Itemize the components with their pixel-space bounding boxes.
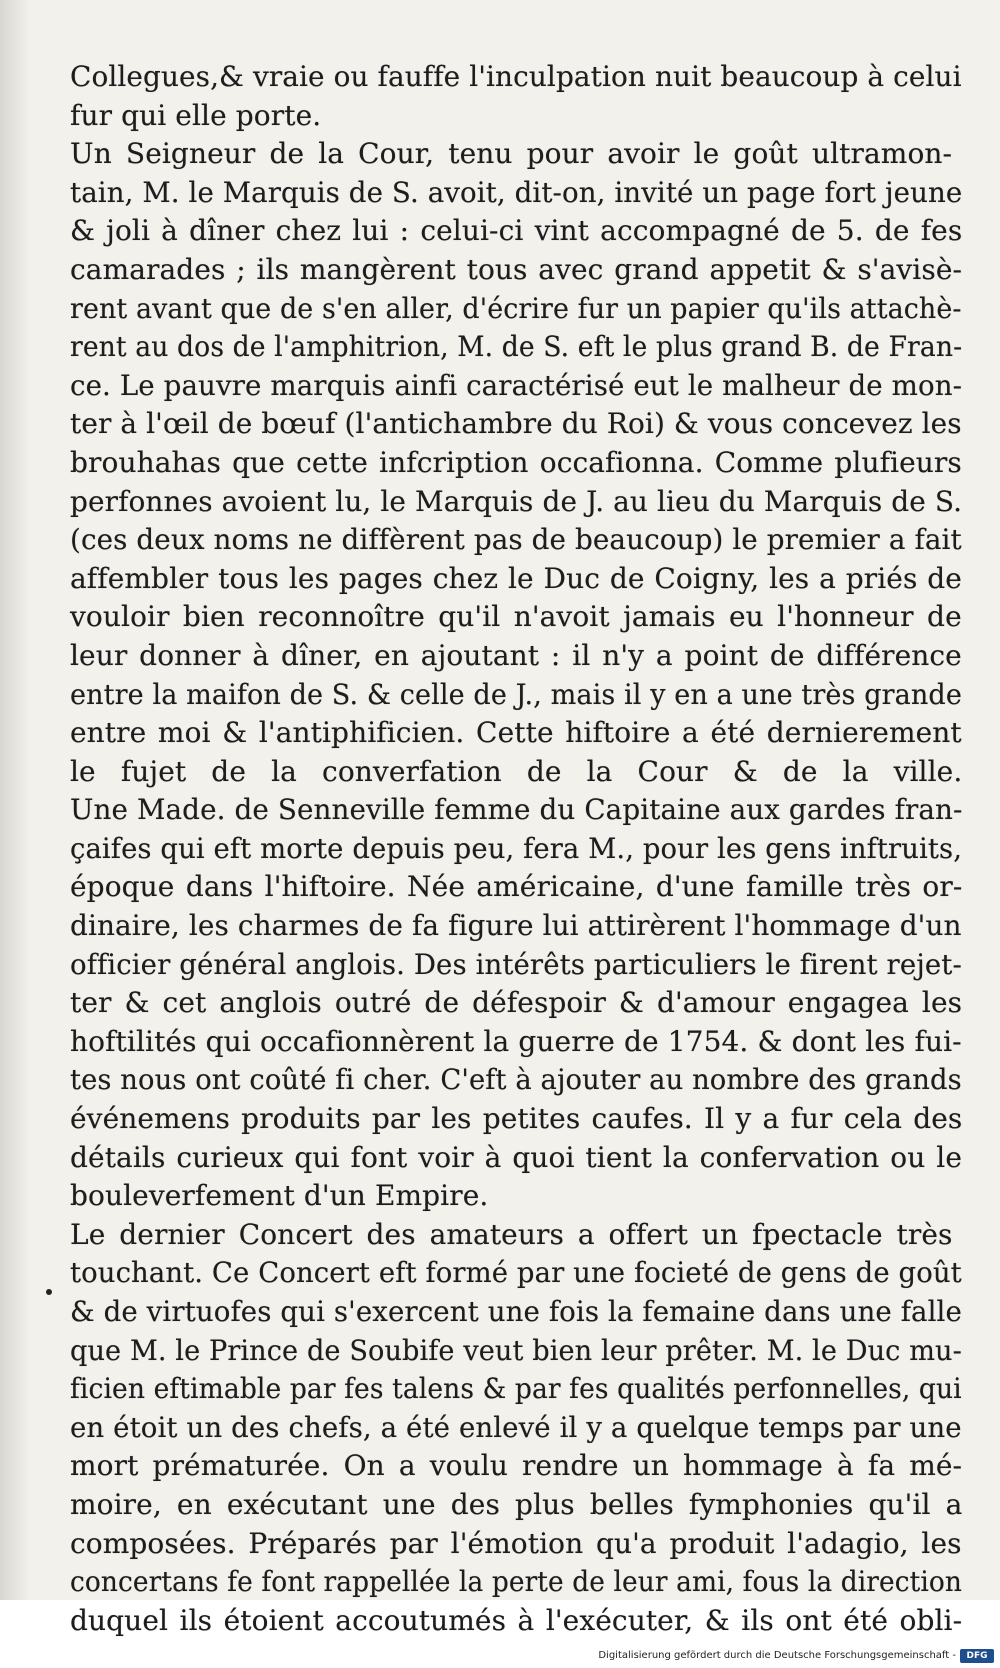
text-line: Collegues,& vraie ou fauffe l'inculpation nuit beaucoup à celui xyxy=(70,60,962,93)
text-line: mort prématurée. On a voulu rendre un hommage à fa mé- xyxy=(70,1449,963,1483)
text-line: & joli à dîner chez lui : celui-ci vint accompagné de 5. de fes xyxy=(70,214,963,248)
ink-speck xyxy=(46,1289,52,1295)
text-line: Une Made. de Senneville femme du Capitaine aux gardes fran- xyxy=(70,793,963,827)
text-line: hoftilités qui occafionnèrent la guerre de 1754. & dont les fui- xyxy=(70,1024,962,1058)
text-line: en étoit un des chefs, a été enlevé il y a quelque temps par une xyxy=(70,1410,962,1444)
scan-edge-shadow xyxy=(0,0,30,1600)
text-line: officier général anglois. Des intérêts particuliers le firent rejet- xyxy=(70,947,962,981)
text-line: camarades ; ils mangèrent tous avec grand appetit & s'avisè- xyxy=(70,252,963,286)
text-line: leur donner à dîner, en ajoutant : il n'y a point de différence xyxy=(70,638,962,672)
text-line: ficien eftimable par fes talens & par fes qualités perfonnelles, qui xyxy=(70,1372,962,1406)
text-line: rent avant que de s'en aller, d'écrire fur un papier qu'ils attachè- xyxy=(70,291,962,325)
text-line: détails curieux qui font voir à quoi tient la confervation ou le xyxy=(70,1140,962,1174)
text-line: fur qui elle porte. xyxy=(70,98,322,132)
text-line: Le dernier Concert des amateurs a offert un fpectacle très xyxy=(70,1217,953,1251)
digitization-credit: Digitalisierung gefördert durch die Deutsche Forschungsgemeinschaft - xyxy=(598,1650,956,1661)
text-line: le fujet de la converfation de la Cour & de la ville. xyxy=(70,754,963,788)
text-line: (ces deux noms ne diffèrent pas de beaucoup) le premier a fait xyxy=(70,523,962,557)
text-line: & de virtuofes qui s'exercent une fois la femaine dans une falle xyxy=(70,1295,962,1328)
text-line: entre moi & l'antiphificien. Cette hiftoire a été dernierement xyxy=(70,716,962,750)
text-line: brouhahas que cette infcription occafionna. Comme plufieurs xyxy=(70,445,962,479)
text-line: ter à l'œil de bœuf (l'antichambre du Roi) & vous concevez les xyxy=(70,407,962,441)
text-line: affembler tous les pages chez le Duc de Coigny, les a priés de xyxy=(70,561,962,595)
body-text xyxy=(70,58,962,1640)
text-line: moire, en exécutant une des plus belles fymphonies qu'il a xyxy=(70,1487,963,1521)
text-line: rent au dos de l'amphitrion, M. de S. eft le plus grand B. de Fran- xyxy=(70,330,963,364)
text-line: époque dans l'hiftoire. Née américaine, d'une famille très or- xyxy=(70,870,963,904)
text-line: touchant. Ce Concert eft formé par une focieté de gens de goût xyxy=(70,1256,962,1290)
dfg-logo-icon: DFG xyxy=(960,1649,994,1663)
text-line: Un Seigneur de la Cour, tenu pour avoir le goût ultramon- xyxy=(70,137,953,171)
text-line: composées. Préparés par l'émotion qu'a produit l'adagio, les xyxy=(70,1526,962,1560)
text-line: vouloir bien reconnoître qu'il n'avoit jamais eu l'honneur de xyxy=(70,600,962,634)
text-line: concertans fe font rappellée la perte de leur ami, fous la direction xyxy=(70,1565,963,1599)
text-line: ter & cet anglois outré de défespoir & d'amour engagea les xyxy=(70,986,963,1020)
text-line: ce. Le pauvre marquis ainfi caractérisé eut le malheur de mon- xyxy=(70,368,963,402)
text-line: çaifes qui eft morte depuis peu, fera M., pour les gens inftruits, xyxy=(70,831,963,865)
text-line: événemens produits par les petites caufes. Il y a fur cela des xyxy=(70,1102,963,1136)
text-line: duquel ils étoient accoutumés à l'exécuter, & ils ont été obli- xyxy=(70,1603,963,1637)
text-line: tain, M. le Marquis de S. avoit, dit-on, invité un page fort jeune xyxy=(70,175,963,209)
text-line: bouleverfement d'un Empire. xyxy=(70,1179,489,1213)
text-line: tes nous ont coûté fi cher. C'eft à ajouter au nombre des grands xyxy=(70,1063,962,1097)
text-line: dinaire, les charmes de fa figure lui attirèrent l'hommage d'un xyxy=(70,909,962,943)
text-line: perfonnes avoient lu, le Marquis de J. au lieu du Marquis de S. xyxy=(70,484,963,518)
text-line: que M. le Prince de Soubife veut bien leur prêter. M. le Duc mu- xyxy=(70,1333,962,1367)
text-line: entre la maifon de S. & celle de J., mais il y en a une très grande xyxy=(70,677,962,711)
